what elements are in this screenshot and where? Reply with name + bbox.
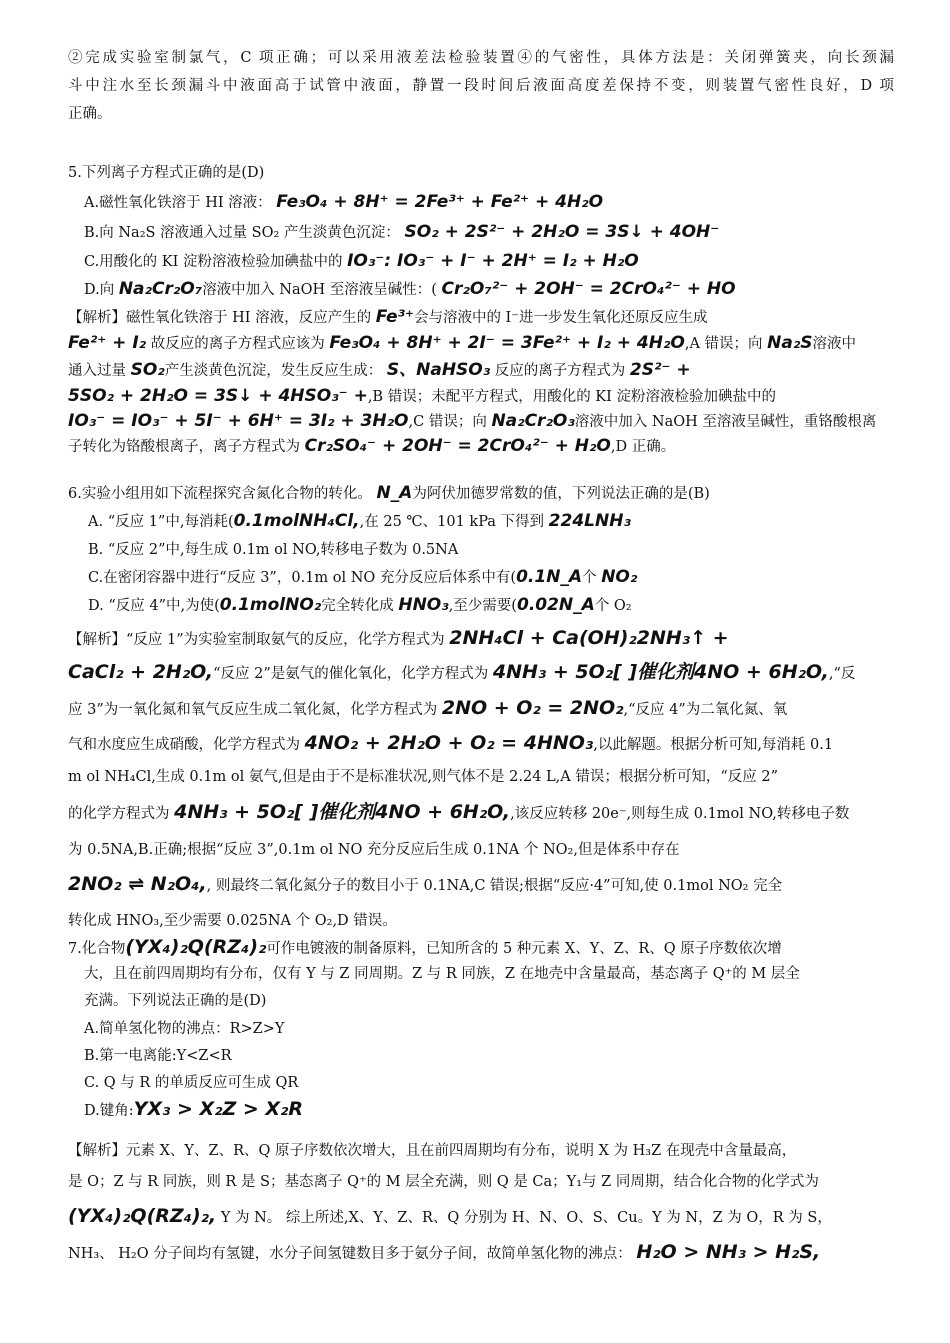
q5-analysis-line-2: Fe²⁺ + I₂ 故反应的离子方程式应该为 Fe₃O₄ + 8H⁺ + 2I⁻ = 3Fe²⁺ + I₂ + 4H₂O,A 错误；向 Na₂S溶液中 [68, 333, 857, 353]
q6-option-d: D. “反应 4”中,为使(0.1molNO₂完全转化成 HNO₃,至少需要(0.02N_A个 O₂ [88, 595, 632, 615]
q5-analysis-line-6: 子转化为铬酸根离子，离子方程式为 Cr₂SO₄⁻ + 2OH⁻ = 2CrO₄²⁻ + H₂O,D 正确。 [68, 436, 676, 456]
q5-option-c: C.用酸化的 KI 淀粉溶液检验加碘盐中的 IO₃⁻: IO₃⁻ + I⁻ + 2H⁺ = I₂ + H₂O [84, 251, 639, 271]
q7-analysis-line-2: 是 O；Z 与 R 同族，则 R 是 S；基态离子 Q⁺的 M 层全充满，则 Q 是 Ca；Y₁与 Z 同周期，结合化合物的化学式为 [68, 1174, 819, 1190]
formula: 2NH₄Cl + Ca(OH)₂2NH₃↑ + [449, 627, 729, 649]
q6-analysis-line-6: 的化学方程式为 4NH₃ + 5O₂[ ]催化剂4NO + 6H₂O,,该反应转移 20e⁻,则每生成 0.1mol NO,转移电子数 [68, 801, 850, 823]
formula: 5SO₂ + 2H₂O = 3S↓ + 4HSO₃⁻ + [68, 386, 368, 406]
q5-stem: 5.下列离子方程式正确的是(D) [68, 165, 265, 181]
formula: SO₂ + 2S²⁻ + 2H₂O = 3S↓ + 4OH⁻ [404, 222, 720, 242]
q5-analysis-line-5: IO₃⁻ = IO₃⁻ + 5I⁻ + 6H⁺ = 3I₂ + 3H₂O,C 错误；向 Na₂Cr₂O₃溶液中加入 NaOH 至溶液呈碱性，重铬酸根离 [68, 411, 877, 431]
q6-option-a: A. “反应 1”中,每消耗(0.1molNH₄Cl,,在 25 ℃、101 kPa 下得到 224LNH₃ [88, 511, 631, 531]
q7-analysis-line-3: (YX₄)₂Q(RZ₄)₂, Y 为 N。 综上所述,X、Y、Z、R、Q 分别为 H、N、O、S、Cu。Y 为 N，Z 为 O，R 为 S， [68, 1205, 832, 1227]
formula: N_A [376, 483, 413, 503]
q7-option-c: C. Q 与 R 的单质反应可生成 QR [84, 1075, 299, 1091]
q6-analysis-line-2: CaCl₂ + 2H₂O,“反应 2”是氨气的催化氧化，化学方程式为 4NH₃ + 5O₂[ ]催化剂4NO + 6H₂O,,“反 [68, 661, 856, 683]
formula: H₂O > NH₃ > H₂S, [636, 1241, 821, 1263]
q7-stem-line-1: 7.化合物(YX₄)₂Q(RZ₄)₂可作电镀液的制备原料，已知所含的 5 种元素 X、Y、Z、R、Q 原子序数依次增 [68, 936, 782, 958]
q7-analysis-line-4: NH₃、 H₂O 分子间均有氢键，水分子间氢键数目多于氨分子间，故简单氢化物的沸点： H₂O > NH₃ > H₂S, [68, 1241, 821, 1263]
formula: 2S²⁻ + [629, 360, 691, 380]
formula: 0.1molNO₂ [219, 595, 322, 615]
intro-line-1: ②完成实验室制氯气，C 项正确；可以采用液差法检验装置④的气密性，具体方法是：关闭弹簧夹，向长颈漏 [68, 50, 894, 66]
q6-analysis-line-8: 2NO₂ ⇌ N₂O₄,, 则最终二氧化氮分子的数目小于 0.1NA,C 错误;根据“反应·4”可知,使 0.1mol NO₂ 完全 [68, 873, 783, 895]
q5-analysis-line-3: 通入过量 SO₂产生淡黄色沉淀，发生反应生成： S、NaHSO₃ 反应的离子方程式为 2S²⁻ + [68, 360, 691, 380]
q6-analysis-line-3: 应 3”为一氧化氮和氧气反应生成二氧化氮，化学方程式为 2NO + O₂ = 2NO₂,“反应 4”为二氧化氮、氧 [68, 697, 788, 719]
formula: 224LNH₃ [548, 511, 631, 531]
q6-analysis-line-5: m ol NH₄Cl,生成 0.1m ol 氨气,但是由于不是标准状况,则气体不是 2.24 L,A 错误；根据分析可知，“反应 2” [68, 769, 779, 785]
formula: 0.1N_A [516, 567, 583, 587]
formula: Na₂Cr₂O₇ [118, 279, 203, 299]
q7-option-a: A.简单氢化物的沸点：R>Z>Y [84, 1021, 285, 1037]
q5-option-b: B.向 Na₂S 溶液通入过量 SO₂ 产生淡黄色沉淀： SO₂ + 2S²⁻ + 2H₂O = 3S↓ + 4OH⁻ [84, 222, 720, 242]
intro-line-3: 正确。 [68, 106, 112, 122]
q7-option-d: D.键角:YX₃ > X₂Z > X₂R [84, 1098, 303, 1120]
formula: (YX₄)₂Q(RZ₄)₂ [125, 936, 267, 958]
q6-analysis-line-9: 转化成 HNO₃,至少需要 0.025NA 个 O₂,D 错误。 [68, 913, 397, 929]
q6-analysis-line-1: 【解析】“反应 1”为实验室制取氨气的反应，化学方程式为 2NH₄Cl + Ca(OH)₂2NH₃↑ + [68, 627, 729, 649]
formula: YX₃ > X₂Z > X₂R [133, 1098, 303, 1120]
formula: 4NH₃ + 5O₂[ ]催化剂4NO + 6H₂O, [174, 801, 511, 823]
formula: IO₃⁻ = IO₃⁻ + 5I⁻ + 6H⁺ = 3I₂ + 3H₂O [68, 411, 409, 431]
formula: 2NO + O₂ = 2NO₂ [441, 697, 624, 719]
q6-option-b: B. “反应 2”中,每生成 0.1m ol NO,转移电子数为 0.5NA [88, 542, 459, 558]
formula: 4NO₂ + 2H₂O + O₂ = 4HNO₃ [304, 732, 594, 754]
q7-stem-line-2: 大，且在前四周期均有分布，仅有 Y 与 Z 同周期。Z 与 R 同族，Z 在地壳中含量最高，基态离子 Q⁺的 M 层全 [84, 966, 800, 982]
q5-option-a: A.磁性氧化铁溶于 HI 溶液： Fe₃O₄ + 8H⁺ = 2Fe³⁺ + Fe²⁺ + 4H₂O [84, 192, 604, 212]
formula: 0.02N_A [516, 595, 595, 615]
formula: (YX₄)₂Q(RZ₄)₂, [68, 1205, 217, 1227]
formula: Na₂Cr₂O₃ [491, 411, 575, 431]
formula: 0.1molNH₄Cl, [233, 511, 360, 531]
formula: NO₂ [601, 567, 638, 587]
formula: S、NaHSO₃ [386, 360, 491, 380]
q7-option-b: B.第一电离能:Y<Z<R [84, 1048, 232, 1064]
intro-line-2: 斗中注水至长颈漏斗中液面高于试管中液面，静置一段时间后液面高度差保持不变，则装置气密性良好，D 项 [68, 78, 894, 94]
formula: Fe₃O₄ + 8H⁺ = 2Fe³⁺ + Fe²⁺ + 4H₂O [276, 192, 604, 212]
q6-stem: 6.实验小组用如下流程探究含氮化合物的转化。 N_A为阿伏加德罗常数的值，下列说法正确的是(B) [68, 483, 710, 503]
formula: SO₂ [130, 360, 165, 380]
q7-stem-line-3: 充满。下列说法正确的是(D) [84, 993, 267, 1009]
formula: IO₃⁻: IO₃⁻ + I⁻ + 2H⁺ = I₂ + H₂O [347, 251, 639, 271]
formula: Fe₃O₄ + 8H⁺ + 2I⁻ = 3Fe²⁺ + I₂ + 4H₂O [329, 333, 685, 353]
formula: Fe²⁺ + I₂ [68, 333, 147, 353]
formula: 4NH₃ + 5O₂[ ]催化剂4NO + 6H₂O, [492, 661, 829, 683]
formula: Fe³⁺ [375, 307, 414, 327]
formula: Cr₂SO₄⁻ + 2OH⁻ = 2CrO₄²⁻ + H₂O [304, 436, 611, 456]
formula: 2NO₂ ⇌ N₂O₄, [68, 873, 207, 895]
q5-analysis-line-4: 5SO₂ + 2H₂O = 3S↓ + 4HSO₃⁻ +,B 错误；未配平方程式，用酸化的 KI 淀粉溶液检验加碘盐中的 [68, 386, 776, 406]
q6-analysis-line-4: 气和水度应生成硝酸，化学方程式为 4NO₂ + 2H₂O + O₂ = 4HNO₃,以此解题。根据分析可知,每消耗 0.1 [68, 732, 834, 754]
formula: CaCl₂ + 2H₂O, [68, 661, 214, 683]
q6-option-c: C.在密闭容器中进行“反应 3”，0.1m ol NO 充分反应后体系中有(0.1N_A个 NO₂ [88, 567, 638, 587]
q7-analysis-line-1: 【解析】元素 X、Y、Z、R、Q 原子序数依次增大，且在前四周期均有分布，说明 X 为 H₃Z 在现壳中含量最高， [68, 1143, 797, 1159]
q5-analysis-line-1: 【解析】磁性氧化铁溶于 HI 溶液，反应产生的 Fe³⁺会与溶液中的 I⁻进一步发生氧化还原反应生成 [68, 307, 708, 327]
formula: HNO₃ [398, 595, 449, 615]
q6-analysis-line-7: 为 0.5NA,B.正确;根据“反应 3”,0.1m ol NO 充分反应后生成 0.1NA 个 NO₂,但是体系中存在 [68, 842, 680, 858]
q5-option-d: D.向 Na₂Cr₂O₇溶液中加入 NaOH 至溶液呈碱性：( Cr₂O₇²⁻ + 2OH⁻ = 2CrO₄²⁻ + HO [84, 279, 736, 299]
formula: Na₂S [767, 333, 813, 353]
formula: Cr₂O₇²⁻ + 2OH⁻ = 2CrO₄²⁻ + HO [441, 279, 736, 299]
